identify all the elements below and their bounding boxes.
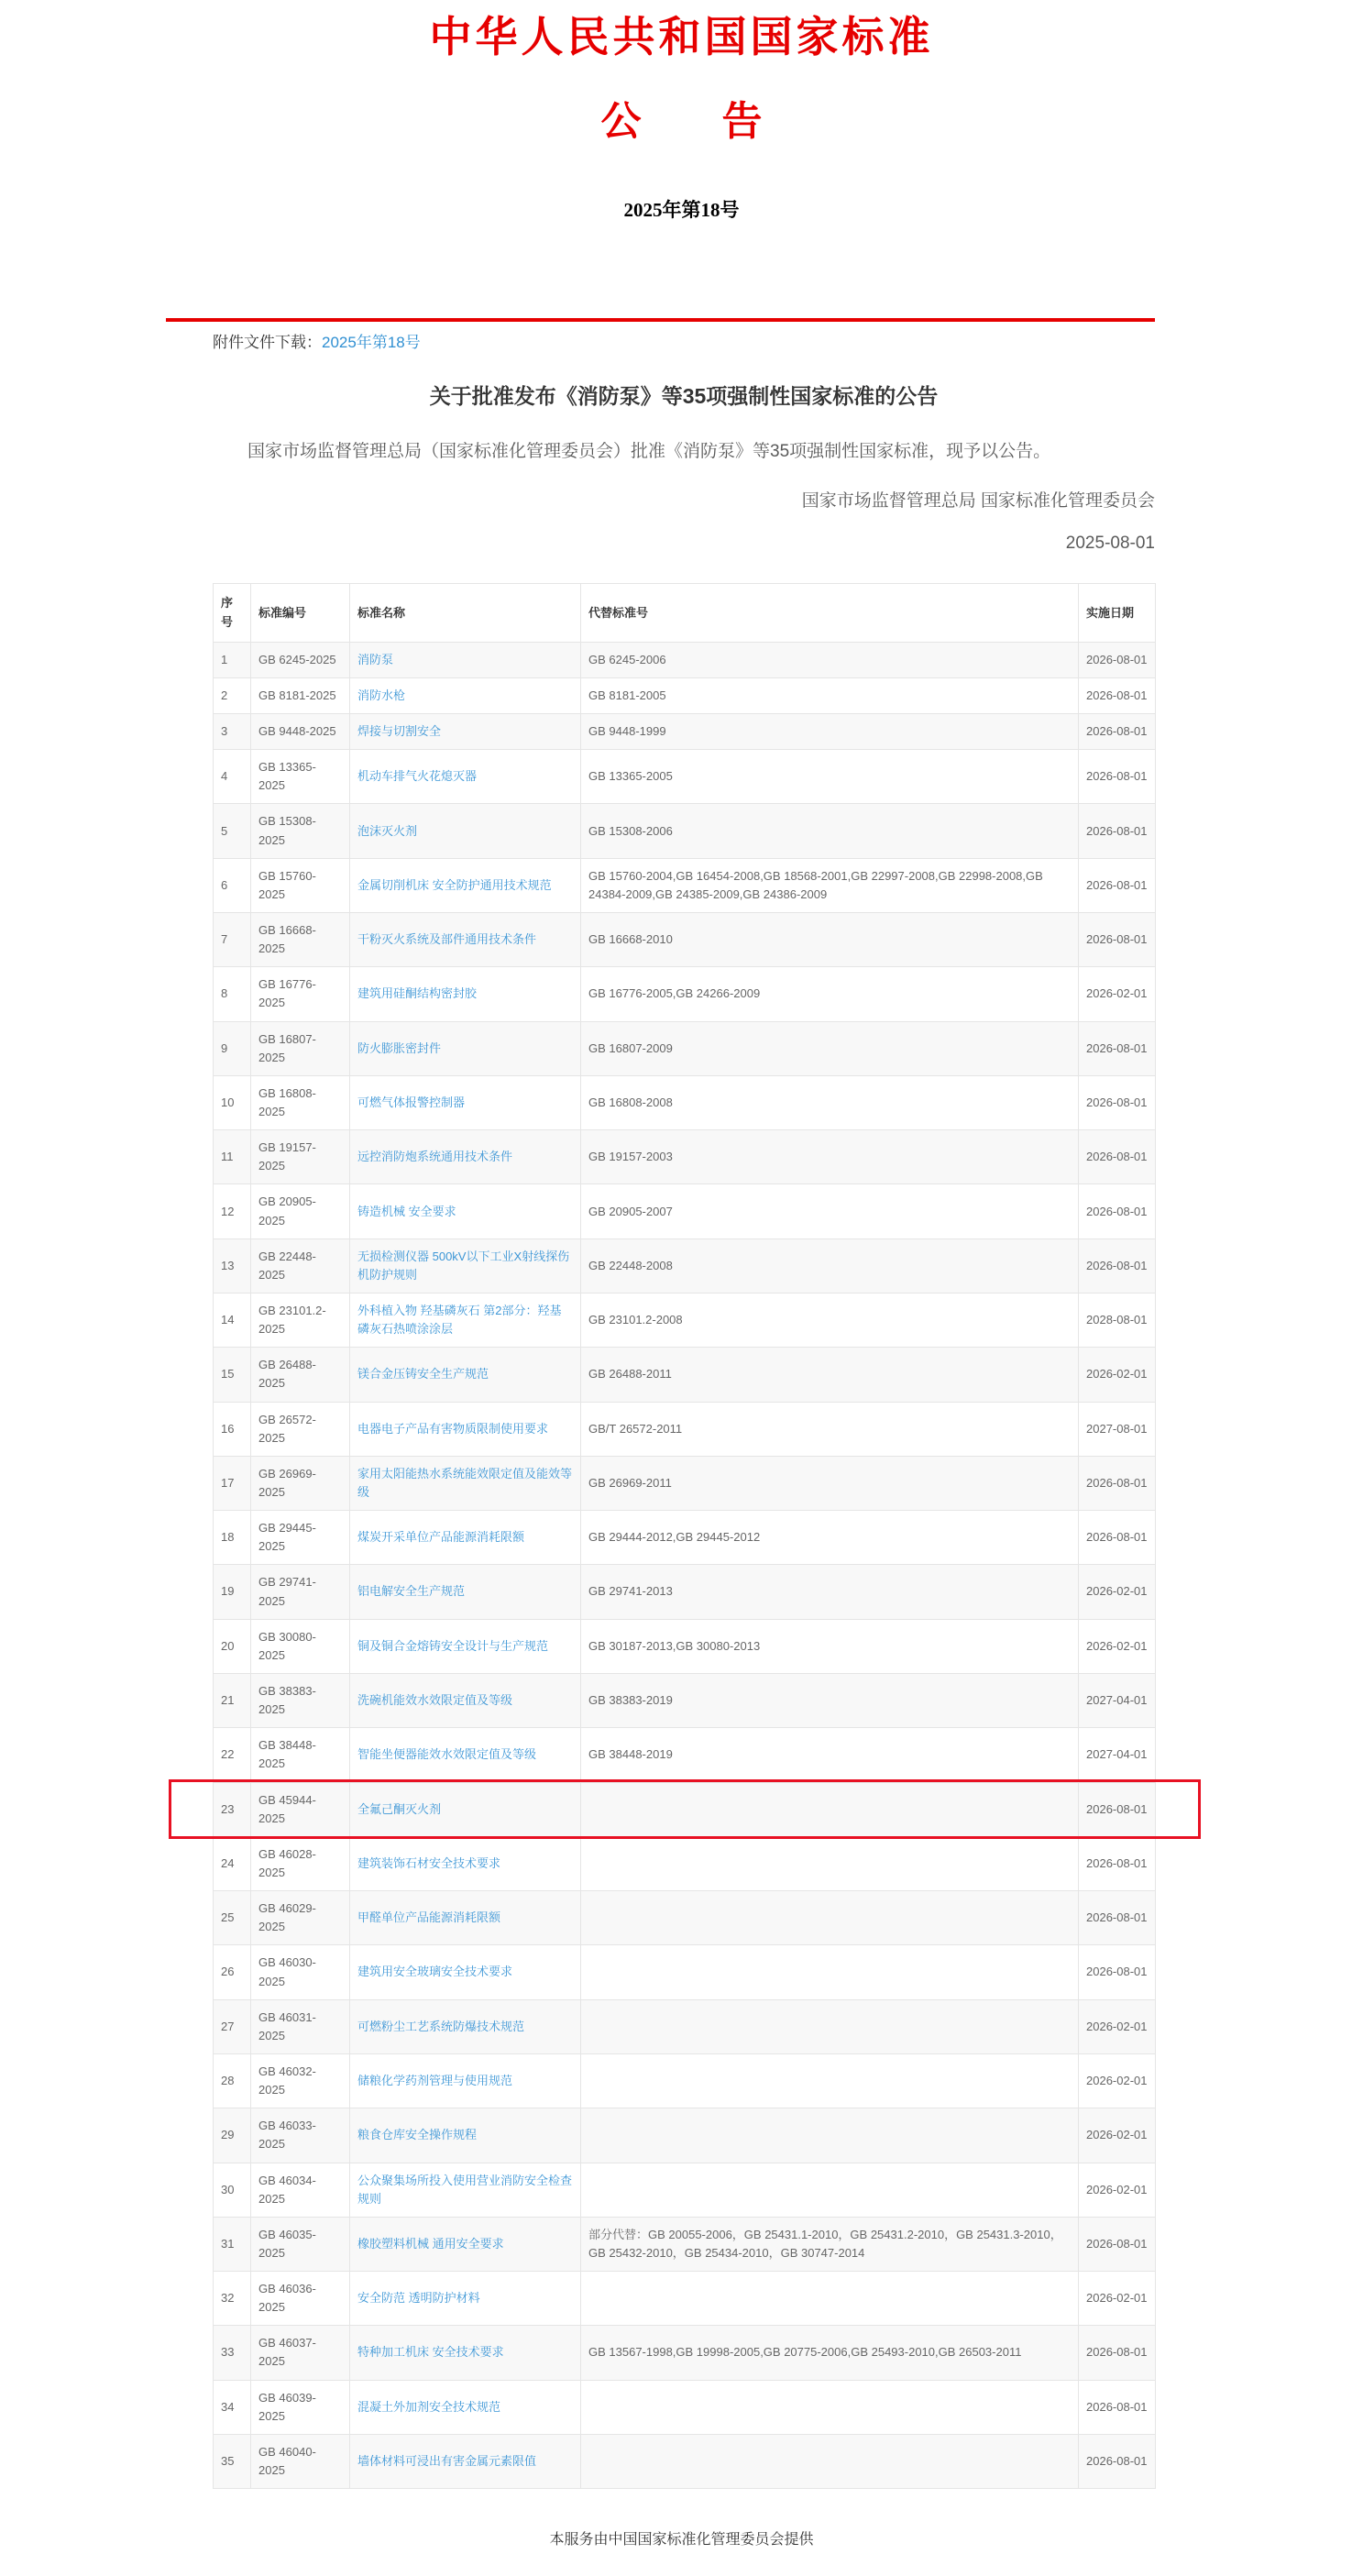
implementation-date: 2026-02-01 xyxy=(1079,1619,1156,1673)
table-row xyxy=(214,1673,1156,1727)
implementation-date: 2026-08-01 xyxy=(1079,714,1156,750)
document-header xyxy=(0,0,1363,223)
standard-code: GB 45944-2025 xyxy=(251,1782,350,1836)
table-row xyxy=(214,2053,1156,2108)
replaced-standards: GB 15308-2006 xyxy=(581,804,1079,858)
standard-code: GB 20905-2025 xyxy=(251,1184,350,1238)
standard-name-link[interactable]: 消防水枪 xyxy=(357,688,406,702)
standard-code: GB 16807-2025 xyxy=(251,1021,350,1075)
implementation-date: 2026-08-01 xyxy=(1079,1130,1156,1184)
standard-code: GB 46037-2025 xyxy=(251,2326,350,2380)
row-index: 2 xyxy=(214,677,251,713)
national-standard-title: 中华人民共和国国家标准 xyxy=(429,14,934,61)
standard-code: GB 38383-2025 xyxy=(251,1673,350,1727)
row-index: 32 xyxy=(214,2272,251,2326)
table-row xyxy=(214,1891,1156,1945)
standard-name-link[interactable]: 建筑用安全玻璃安全技术要求 xyxy=(357,1965,513,1979)
table-row xyxy=(214,2163,1156,2217)
standard-name-link[interactable]: 储粮化学药剂管理与使用规范 xyxy=(357,2074,513,2087)
replaced-standards: GB 15760-2004,GB 16454-2008,GB 18568-2001,GB 22997-2008,GB 22998-2008,GB 24384-2009,GB 24385-2009,GB 24386-2009 xyxy=(581,858,1079,912)
implementation-date: 2027-08-01 xyxy=(1079,1402,1156,1456)
standard-name-link[interactable]: 机动车排气火花熄灭器 xyxy=(357,769,478,784)
attachment-download-link[interactable]: 2025年第18号 xyxy=(322,333,421,351)
row-index: 31 xyxy=(214,2217,251,2271)
standard-name-link[interactable]: 洗碗机能效水效限定值及等级 xyxy=(357,1693,513,1708)
table-row xyxy=(214,750,1156,804)
header-standard-code: 标准编号 xyxy=(251,584,350,642)
standard-code: GB 22448-2025 xyxy=(251,1238,350,1293)
replaced-standards: GB 9448-1999 xyxy=(581,714,1079,750)
implementation-date: 2026-08-01 xyxy=(1079,2217,1156,2271)
row-index: 25 xyxy=(214,1891,251,1945)
row-index: 11 xyxy=(214,1130,251,1184)
row-index: 9 xyxy=(214,1021,251,1075)
standard-code: GB 13365-2025 xyxy=(251,750,350,804)
standard-name-link[interactable]: 粮食仓库安全操作规程 xyxy=(357,2128,478,2142)
replaced-standards: GB 22448-2008 xyxy=(581,1238,1079,1293)
issuer-line: 国家市场监督管理总局 国家标准化管理委员会 xyxy=(801,491,1155,512)
replaced-standards: GB 16668-2010 xyxy=(581,913,1079,967)
replaced-standards: GB 16808-2008 xyxy=(581,1075,1079,1129)
replaced-standards xyxy=(581,2053,1079,2108)
standard-code: GB 46030-2025 xyxy=(251,1945,350,1999)
implementation-date: 2026-02-01 xyxy=(1079,2053,1156,2108)
standard-name-link[interactable]: 甲醛单位产品能源消耗限额 xyxy=(357,1910,501,1925)
implementation-date: 2026-08-01 xyxy=(1079,2380,1156,2434)
standard-code: GB 15308-2025 xyxy=(251,804,350,858)
standard-name-link[interactable]: 可燃粉尘工艺系统防爆技术规范 xyxy=(357,2019,525,2033)
row-index: 4 xyxy=(214,750,251,804)
replaced-standards: GB 13365-2005 xyxy=(581,750,1079,804)
table-row xyxy=(214,967,1156,1021)
standard-code: GB 9448-2025 xyxy=(251,714,350,750)
standard-name-link[interactable]: 金属切削机床 安全防护通用技术规范 xyxy=(357,877,552,892)
standard-name-link[interactable]: 铜及铜合金熔铸安全设计与生产规范 xyxy=(357,1638,549,1653)
issue-date: 2025-08-01 xyxy=(1065,534,1155,554)
table-row xyxy=(214,677,1156,713)
row-index: 23 xyxy=(214,1782,251,1836)
row-index: 13 xyxy=(214,1238,251,1293)
row-index: 5 xyxy=(214,804,251,858)
standard-name-link[interactable]: 煤炭开采单位产品能源消耗限额 xyxy=(357,1530,525,1545)
standard-name-link[interactable]: 安全防范 透明防护材料 xyxy=(357,2291,480,2306)
standard-code: GB 46031-2025 xyxy=(251,1999,350,2053)
standard-code: GB 8181-2025 xyxy=(251,677,350,713)
table-row xyxy=(214,2326,1156,2380)
implementation-date: 2026-08-01 xyxy=(1079,1836,1156,1890)
standard-code: GB 46040-2025 xyxy=(251,2434,350,2488)
replaced-standards xyxy=(581,1999,1079,2053)
implementation-date: 2026-08-01 xyxy=(1079,913,1156,967)
implementation-date: 2026-02-01 xyxy=(1079,967,1156,1021)
standard-name-link[interactable]: 全氟己酮灭火剂 xyxy=(357,1801,442,1816)
attachment-row xyxy=(213,322,1155,352)
row-index: 28 xyxy=(214,2053,251,2108)
replaced-standards xyxy=(581,1891,1079,1945)
row-index: 24 xyxy=(214,1836,251,1890)
standard-code: GB 38448-2025 xyxy=(251,1728,350,1782)
standard-code: GB 29445-2025 xyxy=(251,1511,350,1565)
standard-code: GB 46029-2025 xyxy=(251,1891,350,1945)
replaced-standards xyxy=(581,1836,1079,1890)
row-index: 17 xyxy=(214,1456,251,1510)
row-index: 29 xyxy=(214,2108,251,2163)
row-index: 3 xyxy=(214,714,251,750)
standard-name-link[interactable]: 泡沫灭火剂 xyxy=(357,823,418,838)
standard-name-link[interactable]: 电器电子产品有害物质限制使用要求 xyxy=(357,1421,549,1436)
standard-name-link[interactable]: 墙体材料可浸出有害金属元素限值 xyxy=(357,2453,537,2468)
row-index: 6 xyxy=(214,858,251,912)
standard-code: GB 46032-2025 xyxy=(251,2053,350,2108)
replaced-standards: GB 6245-2006 xyxy=(581,642,1079,677)
notice-body-paragraph: 国家市场监督管理总局（国家标准化管理委员会）批准《消防泵》等35项强制性国家标准，现予以公告。 xyxy=(247,441,1051,461)
table-row xyxy=(214,1945,1156,1999)
table-row xyxy=(214,1238,1156,1293)
table-row xyxy=(214,858,1156,912)
table-row xyxy=(214,1184,1156,1238)
implementation-date: 2026-08-01 xyxy=(1079,804,1156,858)
replaced-standards: GB 29741-2013 xyxy=(581,1565,1079,1619)
standard-name-link[interactable]: 特种加工机床 安全技术要求 xyxy=(357,2345,504,2360)
replaced-standards: GB 19157-2003 xyxy=(581,1130,1079,1184)
row-index: 18 xyxy=(214,1511,251,1565)
replaced-standards: GB 38383-2019 xyxy=(581,1673,1079,1727)
row-index: 19 xyxy=(214,1565,251,1619)
standard-name-link[interactable]: 防火膨胀密封件 xyxy=(357,1040,442,1055)
standard-code: GB 46039-2025 xyxy=(251,2380,350,2434)
standard-name-link[interactable]: 橡胶塑料机械 通用安全要求 xyxy=(357,2236,504,2251)
implementation-date: 2026-02-01 xyxy=(1079,2163,1156,2217)
replaced-standards: GB 26969-2011 xyxy=(581,1456,1079,1510)
standard-name-link[interactable]: 外科植入物 羟基磷灰石 第2部分：羟基磷灰石热喷涂涂层 xyxy=(357,1304,562,1337)
standard-code: GB 26488-2025 xyxy=(251,1348,350,1402)
standard-code: GB 15760-2025 xyxy=(251,858,350,912)
implementation-date: 2026-08-01 xyxy=(1079,1891,1156,1945)
row-index: 34 xyxy=(214,2380,251,2434)
standard-name-link[interactable]: 可燃气体报警控制器 xyxy=(357,1095,466,1109)
service-footer: 本服务由中国国家标准化管理委员会提供 xyxy=(549,2532,814,2548)
standard-name-link[interactable]: 干粉灭火系统及部件通用技术条件 xyxy=(357,932,537,947)
table-row xyxy=(214,714,1156,750)
row-index: 27 xyxy=(214,1999,251,2053)
table-row xyxy=(214,2380,1156,2434)
standard-code: GB 26572-2025 xyxy=(251,1402,350,1456)
issue-number: 2025年第18号 xyxy=(623,198,740,221)
table-header-row xyxy=(214,584,1156,642)
standard-name-link[interactable]: 公众聚集场所投入使用营业消防安全检查规则 xyxy=(357,2173,573,2206)
implementation-date: 2026-02-01 xyxy=(1079,1565,1156,1619)
implementation-date: 2026-08-01 xyxy=(1079,1238,1156,1293)
table-row xyxy=(214,1348,1156,1402)
table-row xyxy=(214,1619,1156,1673)
table-row xyxy=(214,1511,1156,1565)
replaced-standards xyxy=(581,1782,1079,1836)
table-row xyxy=(214,2217,1156,2271)
notice-title: 关于批准发布《消防泵》等35项强制性国家标准的公告 xyxy=(429,383,939,408)
replaced-standards: GB 13567-1998,GB 19998-2005,GB 20775-2006,GB 25493-2010,GB 26503-2011 xyxy=(581,2326,1079,2380)
row-index: 14 xyxy=(214,1294,251,1348)
implementation-date: 2026-02-01 xyxy=(1079,1999,1156,2053)
implementation-date: 2026-02-01 xyxy=(1079,2108,1156,2163)
replaced-standards: GB 38448-2019 xyxy=(581,1728,1079,1782)
implementation-date: 2026-08-01 xyxy=(1079,1021,1156,1075)
standard-code: GB 46034-2025 xyxy=(251,2163,350,2217)
implementation-date: 2027-04-01 xyxy=(1079,1673,1156,1727)
table-row xyxy=(214,1456,1156,1510)
standard-code: GB 46028-2025 xyxy=(251,1836,350,1890)
row-index: 7 xyxy=(214,913,251,967)
implementation-date: 2026-02-01 xyxy=(1079,1348,1156,1402)
standard-name-link[interactable]: 无损检测仪器 500kV以下工业X射线探伤机防护规则 xyxy=(357,1249,570,1282)
implementation-date: 2026-08-01 xyxy=(1079,677,1156,713)
implementation-date: 2026-08-01 xyxy=(1079,1945,1156,1999)
replaced-standards xyxy=(581,1945,1079,1999)
table-row xyxy=(214,804,1156,858)
row-index: 30 xyxy=(214,2163,251,2217)
standard-name-link[interactable]: 镁合金压铸安全生产规范 xyxy=(357,1367,489,1382)
table-row xyxy=(214,1294,1156,1348)
standard-code: GB 19157-2025 xyxy=(251,1130,350,1184)
standard-name-link[interactable]: 铝电解安全生产规范 xyxy=(357,1584,466,1599)
implementation-date: 2026-08-01 xyxy=(1079,642,1156,677)
implementation-date: 2026-08-01 xyxy=(1079,1782,1156,1836)
standard-code: GB 46035-2025 xyxy=(251,2217,350,2271)
replaced-standards: GB 8181-2005 xyxy=(581,677,1079,713)
implementation-date: 2026-02-01 xyxy=(1079,2272,1156,2326)
row-index: 15 xyxy=(214,1348,251,1402)
standard-code: GB 6245-2025 xyxy=(251,642,350,677)
announcement-word: 公 告 xyxy=(600,98,763,144)
implementation-date: 2026-08-01 xyxy=(1079,1456,1156,1510)
table-row xyxy=(214,1402,1156,1456)
row-index: 22 xyxy=(214,1728,251,1782)
table-row xyxy=(214,1728,1156,1782)
replaced-standards: GB/T 26572-2011 xyxy=(581,1402,1079,1456)
implementation-date: 2028-08-01 xyxy=(1079,1294,1156,1348)
replaced-standards: GB 29444-2012,GB 29445-2012 xyxy=(581,1511,1079,1565)
table-row xyxy=(214,1075,1156,1129)
content-block xyxy=(166,318,1155,2489)
replaced-standards: GB 16807-2009 xyxy=(581,1021,1079,1075)
replaced-standards xyxy=(581,2163,1079,2217)
replaced-standards: 部分代替：GB 20055-2006，GB 25431.1-2010，GB 25431.2-2010，GB 25431.3-2010，GB 25432-2010，GB 25434-2010，GB 30747-2014 xyxy=(581,2217,1079,2271)
implementation-date: 2026-08-01 xyxy=(1079,750,1156,804)
standard-code: GB 29741-2025 xyxy=(251,1565,350,1619)
attachment-label: 附件文件下载： xyxy=(213,333,322,351)
row-index: 1 xyxy=(214,642,251,677)
standard-name-link[interactable]: 远控消防炮系统通用技术条件 xyxy=(357,1150,513,1164)
standard-code: GB 16668-2025 xyxy=(251,913,350,967)
standards-table xyxy=(213,583,1156,2489)
implementation-date: 2026-08-01 xyxy=(1079,1184,1156,1238)
implementation-date: 2026-08-01 xyxy=(1079,1511,1156,1565)
implementation-date: 2027-04-01 xyxy=(1079,1728,1156,1782)
row-index: 33 xyxy=(214,2326,251,2380)
replaced-standards: GB 16776-2005,GB 24266-2009 xyxy=(581,967,1079,1021)
table-row xyxy=(214,1999,1156,2053)
standard-name-link[interactable]: 焊接与切割安全 xyxy=(357,724,442,739)
standard-code: GB 46033-2025 xyxy=(251,2108,350,2163)
standard-name-link[interactable]: 智能坐便器能效水效限定值及等级 xyxy=(357,1747,537,1762)
table-row xyxy=(214,1130,1156,1184)
implementation-date: 2026-08-01 xyxy=(1079,2434,1156,2488)
replaced-standards: GB 23101.2-2008 xyxy=(581,1294,1079,1348)
row-index: 35 xyxy=(214,2434,251,2488)
implementation-date: 2026-08-01 xyxy=(1079,1075,1156,1129)
row-index: 26 xyxy=(214,1945,251,1999)
standard-code: GB 30080-2025 xyxy=(251,1619,350,1673)
table-row xyxy=(214,2108,1156,2163)
standard-code: GB 16776-2025 xyxy=(251,967,350,1021)
replaced-standards xyxy=(581,2380,1079,2434)
row-index: 21 xyxy=(214,1673,251,1727)
replaced-standards xyxy=(581,2272,1079,2326)
standard-code: GB 16808-2025 xyxy=(251,1075,350,1129)
row-index: 16 xyxy=(214,1402,251,1456)
standard-name-link[interactable]: 混凝土外加剂安全技术规范 xyxy=(357,2399,501,2414)
header-replaced-standards: 代替标准号 xyxy=(581,584,1079,642)
row-index: 12 xyxy=(214,1184,251,1238)
row-index: 8 xyxy=(214,967,251,1021)
table-row xyxy=(214,1836,1156,1890)
table-row xyxy=(214,1565,1156,1619)
replaced-standards: GB 26488-2011 xyxy=(581,1348,1079,1402)
implementation-date: 2026-08-01 xyxy=(1079,2326,1156,2380)
standard-name-link[interactable]: 建筑用硅酮结构密封胶 xyxy=(357,986,478,1001)
replaced-standards: GB 20905-2007 xyxy=(581,1184,1079,1238)
standard-name-link[interactable]: 建筑装饰石材安全技术要求 xyxy=(357,1855,501,1870)
implementation-date: 2026-08-01 xyxy=(1079,858,1156,912)
replaced-standards: GB 30187-2013,GB 30080-2013 xyxy=(581,1619,1079,1673)
table-row xyxy=(214,2434,1156,2488)
header-standard-name: 标准名称 xyxy=(350,584,581,642)
table-row xyxy=(214,1782,1156,1836)
header-implementation-date: 实施日期 xyxy=(1079,584,1156,642)
table-row xyxy=(214,913,1156,967)
table-row xyxy=(214,642,1156,677)
table-row xyxy=(214,2272,1156,2326)
standard-name-link[interactable]: 消防泵 xyxy=(357,652,394,666)
standard-name-link[interactable]: 铸造机械 安全要求 xyxy=(357,1204,456,1218)
standard-name-link[interactable]: 家用太阳能热水系统能效限定值及能效等级 xyxy=(357,1466,573,1499)
table-row xyxy=(214,1021,1156,1075)
standard-code: GB 26969-2025 xyxy=(251,1456,350,1510)
standard-code: GB 23101.2-2025 xyxy=(251,1294,350,1348)
header-index: 序号 xyxy=(214,584,251,642)
replaced-standards xyxy=(581,2108,1079,2163)
replaced-standards xyxy=(581,2434,1079,2488)
standard-code: GB 46036-2025 xyxy=(251,2272,350,2326)
row-index: 10 xyxy=(214,1075,251,1129)
row-index: 20 xyxy=(214,1619,251,1673)
